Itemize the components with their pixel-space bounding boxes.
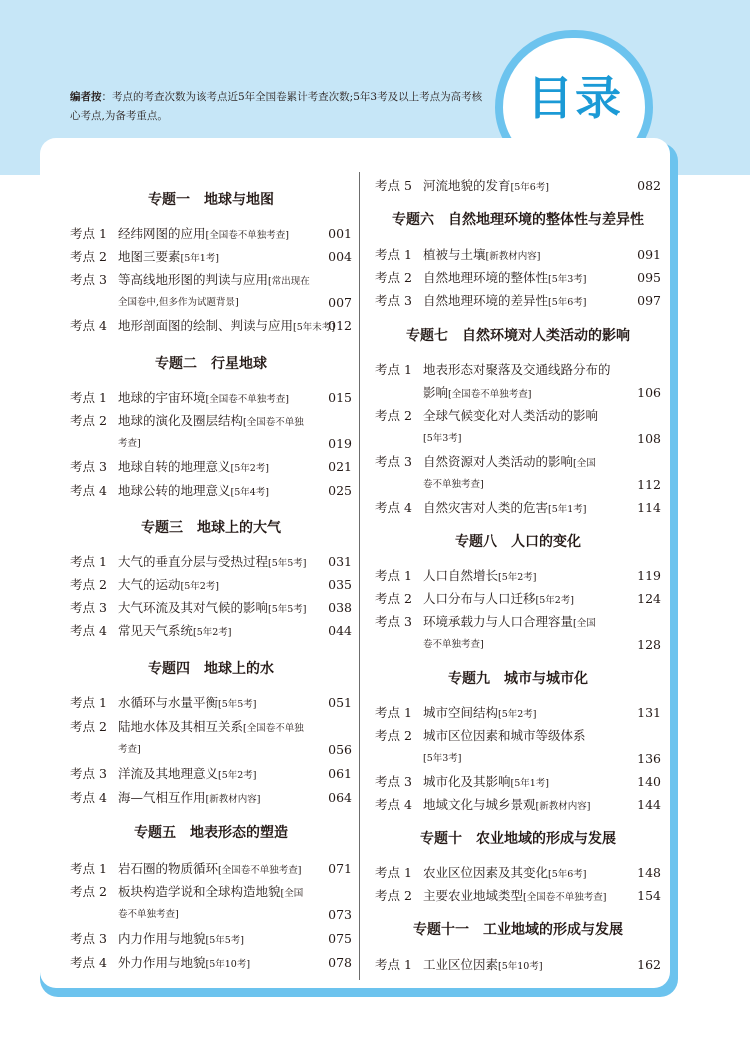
page-title: 目录 (527, 71, 623, 125)
entry-key: 考点 4 (70, 623, 107, 638)
entry-title: 全球气候变化对人类活动的影响 (423, 408, 599, 423)
entry-key: 考点 4 (70, 318, 107, 333)
entry-tag: [5年2考] (180, 581, 220, 592)
entry-text (423, 245, 540, 267)
toc-entry-cont[interactable] (375, 475, 661, 495)
entry-key: 考点 1 (70, 695, 107, 710)
entry-text (118, 481, 269, 503)
entry-text (118, 224, 289, 246)
toc-entry[interactable] (375, 955, 661, 975)
entry-tag: [5年未考] (293, 322, 335, 333)
entry-tag-cont: 卷不单独考查] (423, 479, 484, 490)
entry-tag: [5年1考] (548, 504, 587, 515)
entry-key: 考点 1 (375, 362, 412, 377)
entry-page: 035 (328, 577, 352, 592)
entry-key: 考点 1 (70, 390, 107, 405)
entry-title: 大气的运动 (118, 577, 181, 592)
entry-text (423, 955, 543, 977)
entry-title: 环境承载力与人口合理容量 (423, 614, 574, 629)
toc-entry[interactable] (375, 498, 661, 518)
entry-key: 考点 2 (375, 728, 412, 743)
entry-page: 106 (637, 385, 661, 400)
entry-tag-cont: 考查] (118, 438, 141, 449)
toc-entry[interactable] (375, 886, 661, 906)
entry-text (423, 498, 587, 520)
entry-page: 119 (637, 568, 661, 583)
entry-title: 地球的演化及圈层结构 (118, 413, 244, 428)
entry-title: 地球自转的地理意义 (118, 459, 231, 474)
entry-page: 128 (637, 637, 661, 652)
entry-text (118, 717, 304, 739)
toc-entry[interactable] (70, 247, 352, 267)
toc-entry[interactable] (70, 224, 352, 244)
entry-key: 考点 2 (70, 413, 107, 428)
entry-tag-cont: 全国卷中,但多作为试题背景] (118, 297, 239, 308)
entry-title: 地球公转的地理意义 (118, 483, 231, 498)
entry-tag: [全国卷不单独 (243, 723, 304, 734)
entry-tag: [全国 (573, 618, 596, 629)
entry-key: 考点 2 (70, 577, 107, 592)
section-title: 专题七 自然环境对人类活动的影响 (406, 328, 630, 344)
entry-tag: [5年5考] (268, 604, 307, 615)
entry-tag: [全国卷不单独考查] (205, 230, 289, 241)
entry-tag: [全国卷不单独考查] (218, 865, 302, 876)
entry-title: 工业区位因素 (423, 957, 499, 972)
entry-title: 常见天气系统 (118, 623, 194, 638)
entry-tag: [5年2考] (230, 463, 270, 474)
entry-text (423, 795, 590, 817)
entry-page: 031 (328, 554, 352, 569)
entry-text (118, 953, 250, 975)
entry-tag: [5年1考] (180, 253, 220, 264)
entry-tag: [5年2考] (193, 627, 232, 638)
section-title: 专题十 农业地域的形成与发展 (420, 831, 616, 847)
toc-entry[interactable] (375, 268, 661, 288)
entry-key: 考点 3 (375, 454, 412, 469)
entry-text (118, 316, 335, 338)
toc-entry[interactable] (70, 621, 352, 641)
entry-tag: [5年2考] (498, 572, 537, 583)
toc-entry-cont[interactable] (375, 429, 661, 449)
entry-page: 148 (637, 865, 661, 880)
entry-tag: [5年6考] (548, 297, 587, 308)
entry-page: 019 (328, 436, 352, 451)
entry-title: 植被与土壤 (423, 247, 486, 262)
entry-key: 考点 1 (375, 957, 412, 972)
entry-title: 海—气相互作用 (118, 790, 206, 805)
toc-entry[interactable] (70, 693, 352, 713)
entry-key: 考点 3 (70, 766, 107, 781)
entry-key: 考点 1 (375, 705, 412, 720)
entry-text (118, 270, 310, 292)
entry-page: 001 (328, 226, 352, 241)
section-title: 专题十一 工业地域的形成与发展 (413, 922, 623, 938)
entry-text (118, 552, 307, 574)
toc-entry-cont[interactable] (375, 383, 661, 403)
entry-tag: [5年3考] (423, 753, 462, 764)
entry-tag: [5年5考] (268, 558, 307, 569)
entry-key: 考点 2 (375, 270, 412, 285)
section-title: 专题六 自然地理环境的整体性与差异性 (392, 212, 644, 228)
toc-entry[interactable] (375, 452, 661, 472)
entry-title: 洋流及其地理意义 (118, 766, 219, 781)
entry-page: 015 (328, 390, 352, 405)
entry-page: 078 (328, 955, 352, 970)
toc-entry[interactable] (70, 859, 352, 879)
entry-title: 陆地水体及其相互关系 (118, 719, 244, 734)
toc-entry[interactable] (70, 552, 352, 572)
entry-key: 考点 1 (70, 861, 107, 876)
entry-key: 考点 2 (70, 249, 107, 264)
entry-tag: [5年10考] (205, 959, 251, 970)
entry-text (423, 772, 549, 794)
entry-page: 071 (328, 861, 352, 876)
entry-key: 考点 2 (375, 888, 412, 903)
toc-entry[interactable] (70, 953, 352, 973)
entry-key: 考点 2 (375, 408, 412, 423)
entry-key: 考点 4 (375, 500, 412, 515)
entry-text (118, 693, 257, 715)
entry-page: 073 (328, 907, 352, 922)
entry-text (423, 886, 606, 908)
entry-page: 162 (637, 957, 661, 972)
entry-text (423, 383, 531, 405)
toc-entry-cont[interactable] (70, 434, 352, 454)
entry-page: 004 (328, 249, 352, 264)
entry-key: 考点 4 (375, 797, 412, 812)
entry-tag: [全国卷不单独考查] (205, 394, 289, 405)
entry-tag: [5年5考] (218, 699, 257, 710)
entry-tag: [5年3考] (423, 433, 462, 444)
entry-tag: [常出现在 (268, 276, 310, 287)
entry-text (423, 612, 596, 634)
entry-tag: [5年4考] (230, 487, 270, 498)
entry-title: 等高线地形图的判读与应用 (118, 272, 269, 287)
entry-title: 人口分布与人口迁移 (423, 591, 536, 606)
entry-tag: [5年6考] (510, 182, 550, 193)
toc-entry[interactable] (70, 788, 352, 808)
entry-key: 考点 4 (70, 955, 107, 970)
entry-tag: [新教材内容] (485, 251, 541, 262)
toc-entry[interactable] (375, 360, 661, 380)
toc-entry[interactable] (70, 929, 352, 949)
entry-key: 考点 3 (70, 459, 107, 474)
entry-page: 097 (637, 293, 661, 308)
entry-title: 内力作用与地貌 (118, 931, 206, 946)
entry-page: 108 (637, 431, 661, 446)
section-title: 专题三 地球上的大气 (141, 520, 281, 536)
entry-text (118, 882, 303, 904)
entry-key: 考点 1 (375, 865, 412, 880)
toc-entry-cont[interactable] (70, 740, 352, 760)
toc-entry[interactable] (375, 245, 661, 265)
entry-page: 051 (328, 695, 352, 710)
entry-tag: [5年2考] (218, 770, 257, 781)
entry-page: 061 (328, 766, 352, 781)
section-title: 专题八 人口的变化 (455, 534, 581, 550)
entry-text (423, 452, 596, 474)
toc-entry[interactable] (70, 717, 352, 737)
toc-entry[interactable] (70, 575, 352, 595)
entry-title: 外力作用与地貌 (118, 955, 206, 970)
toc-entry[interactable] (70, 764, 352, 784)
entry-title: 经纬网图的应用 (118, 226, 206, 241)
editor-note (70, 88, 490, 126)
entry-tag: [5年10考] (498, 961, 543, 972)
entry-page: 112 (637, 477, 661, 492)
entry-key: 考点 1 (375, 247, 412, 262)
entry-title: 自然地理环境的差异性 (423, 293, 549, 308)
entry-tag-cont: 考查] (118, 744, 141, 755)
entry-text (118, 247, 219, 269)
toc-entry[interactable] (375, 863, 661, 883)
entry-page: 131 (637, 705, 661, 720)
entry-title: 板块构造学说和全球构造地貌 (118, 884, 281, 899)
entry-key: 考点 1 (375, 568, 412, 583)
entry-key: 考点 3 (70, 600, 107, 615)
entry-tag: [5年6考] (548, 869, 587, 880)
toc-entry[interactable] (375, 566, 661, 586)
entry-text (118, 598, 307, 620)
entry-page: 075 (328, 931, 352, 946)
toc-entry-cont[interactable] (375, 749, 661, 769)
toc-entry[interactable] (70, 882, 352, 902)
entry-tag: [5年5考] (205, 935, 245, 946)
entry-page: 136 (637, 751, 661, 766)
entry-page: 091 (637, 247, 661, 262)
entry-text (118, 929, 244, 951)
entry-title: 岩石圈的物质循环 (118, 861, 219, 876)
toc-entry[interactable] (375, 176, 661, 196)
entry-key: 考点 3 (70, 272, 107, 287)
entry-key: 考点 1 (70, 226, 107, 241)
entry-text (423, 863, 587, 885)
section-title: 专题九 城市与城市化 (448, 671, 588, 687)
toc-entry[interactable] (375, 726, 661, 746)
entry-key: 考点 3 (375, 774, 412, 789)
entry-text (423, 268, 587, 290)
toc-entry[interactable] (375, 795, 661, 815)
toc-entry[interactable] (70, 411, 352, 431)
entry-title: 自然资源对人类活动的影响 (423, 454, 574, 469)
entry-key: 考点 5 (375, 178, 412, 193)
entry-tag-cont: 卷不单独考查] (423, 639, 484, 650)
entry-title: 水循环与水量平衡 (118, 695, 219, 710)
entry-text (423, 176, 549, 198)
entry-title: 自然灾害对人类的危害 (423, 500, 549, 515)
entry-text (423, 566, 537, 588)
section-title: 专题四 地球上的水 (148, 661, 274, 677)
toc-entry[interactable] (70, 598, 352, 618)
entry-page: 044 (328, 623, 352, 638)
entry-title: 人口自然增长 (423, 568, 499, 583)
entry-title: 地形剖面图的绘制、判读与应用 (118, 318, 294, 333)
toc-entry[interactable] (375, 589, 661, 609)
entry-text (118, 764, 257, 786)
entry-text (118, 575, 219, 597)
entry-tag: [全国卷不单独 (243, 417, 304, 428)
entry-text (423, 291, 587, 313)
toc-entry[interactable] (70, 270, 352, 290)
entry-text (118, 411, 304, 433)
entry-tag: [全国 (280, 888, 304, 899)
entry-key: 考点 3 (375, 614, 412, 629)
section-title: 专题一 地球与地图 (148, 192, 274, 208)
entry-text (118, 788, 260, 810)
entry-key: 考点 2 (70, 884, 107, 899)
entry-page: 012 (328, 318, 352, 333)
entry-tag-cont: 卷不单独考查] (118, 909, 179, 920)
entry-page: 124 (637, 591, 661, 606)
entry-key: 考点 2 (70, 719, 107, 734)
entry-key: 考点 1 (70, 554, 107, 569)
entry-tag: [5年1考] (510, 778, 550, 789)
entry-title: 地表形态对聚落及交通线路分布的 (423, 362, 611, 377)
entry-text (423, 703, 537, 725)
entry-page: 064 (328, 790, 352, 805)
toc-entry[interactable] (70, 388, 352, 408)
entry-key: 考点 3 (70, 931, 107, 946)
column-divider (359, 172, 360, 980)
entry-page: 140 (637, 774, 661, 789)
note-text: ：考点的考查次数为该考点近5年全国卷累计考查次数;5年3考及以上考点为高考核心考点,为备考重点。 (70, 91, 483, 122)
entry-title: 城市区位因素和城市等级体系 (423, 728, 586, 743)
entry-tag: [全国卷不单独考查] (448, 389, 532, 400)
entry-title: 农业区位因素及其变化 (423, 865, 549, 880)
entry-page: 021 (328, 459, 352, 474)
entry-page: 056 (328, 742, 352, 757)
toc-entry[interactable] (70, 316, 352, 336)
entry-page: 082 (637, 178, 661, 193)
entry-text (423, 589, 574, 611)
toc-entry-cont[interactable] (70, 293, 352, 313)
toc-entry[interactable] (375, 612, 661, 632)
entry-tag: [5年2考] (535, 595, 575, 606)
toc-entry-cont[interactable] (375, 635, 661, 655)
entry-title-cont: 影响 (423, 385, 449, 400)
entry-text (118, 621, 232, 643)
entry-title: 地图三要素 (118, 249, 181, 264)
section-title: 专题二 行星地球 (155, 356, 267, 372)
entry-page: 025 (328, 483, 352, 498)
entry-title: 地球的宇宙环境 (118, 390, 206, 405)
entry-title: 城市空间结构 (423, 705, 499, 720)
entry-title: 大气环流及其对气候的影响 (118, 600, 269, 615)
entry-key: 考点 3 (375, 293, 412, 308)
entry-text (118, 388, 289, 410)
entry-title: 河流地貌的发育 (423, 178, 511, 193)
toc-entry[interactable] (70, 481, 352, 501)
entry-key: 考点 4 (70, 790, 107, 805)
toc-entry-cont[interactable] (70, 905, 352, 925)
entry-title: 城市化及其影响 (423, 774, 511, 789)
entry-tag: [全国 (573, 458, 596, 469)
entry-title: 大气的垂直分层与受热过程 (118, 554, 269, 569)
entry-page: 154 (637, 888, 661, 903)
entry-tag: [新教材内容] (535, 801, 591, 812)
entry-text (118, 859, 301, 881)
toc-entry[interactable] (375, 703, 661, 723)
toc-entry[interactable] (375, 291, 661, 311)
entry-text (118, 457, 269, 479)
entry-page: 114 (637, 500, 661, 515)
entry-page: 095 (637, 270, 661, 285)
toc-entry[interactable] (70, 457, 352, 477)
toc-entry[interactable] (375, 406, 661, 426)
entry-title: 地域文化与城乡景观 (423, 797, 536, 812)
entry-tag: [5年3考] (548, 274, 587, 285)
entry-page: 007 (328, 295, 352, 310)
section-title: 专题五 地表形态的塑造 (134, 825, 288, 841)
entry-page: 144 (637, 797, 661, 812)
entry-title: 主要农业地域类型 (423, 888, 524, 903)
entry-tag: [5年2考] (498, 709, 537, 720)
entry-key: 考点 4 (70, 483, 107, 498)
entry-title: 自然地理环境的整体性 (423, 270, 549, 285)
toc-entry[interactable] (375, 772, 661, 792)
entry-tag: [新教材内容] (205, 794, 261, 805)
entry-key: 考点 2 (375, 591, 412, 606)
entry-page: 038 (328, 600, 352, 615)
note-label: 编者按 (70, 91, 102, 103)
entry-tag: [全国卷不单独考查] (523, 892, 607, 903)
